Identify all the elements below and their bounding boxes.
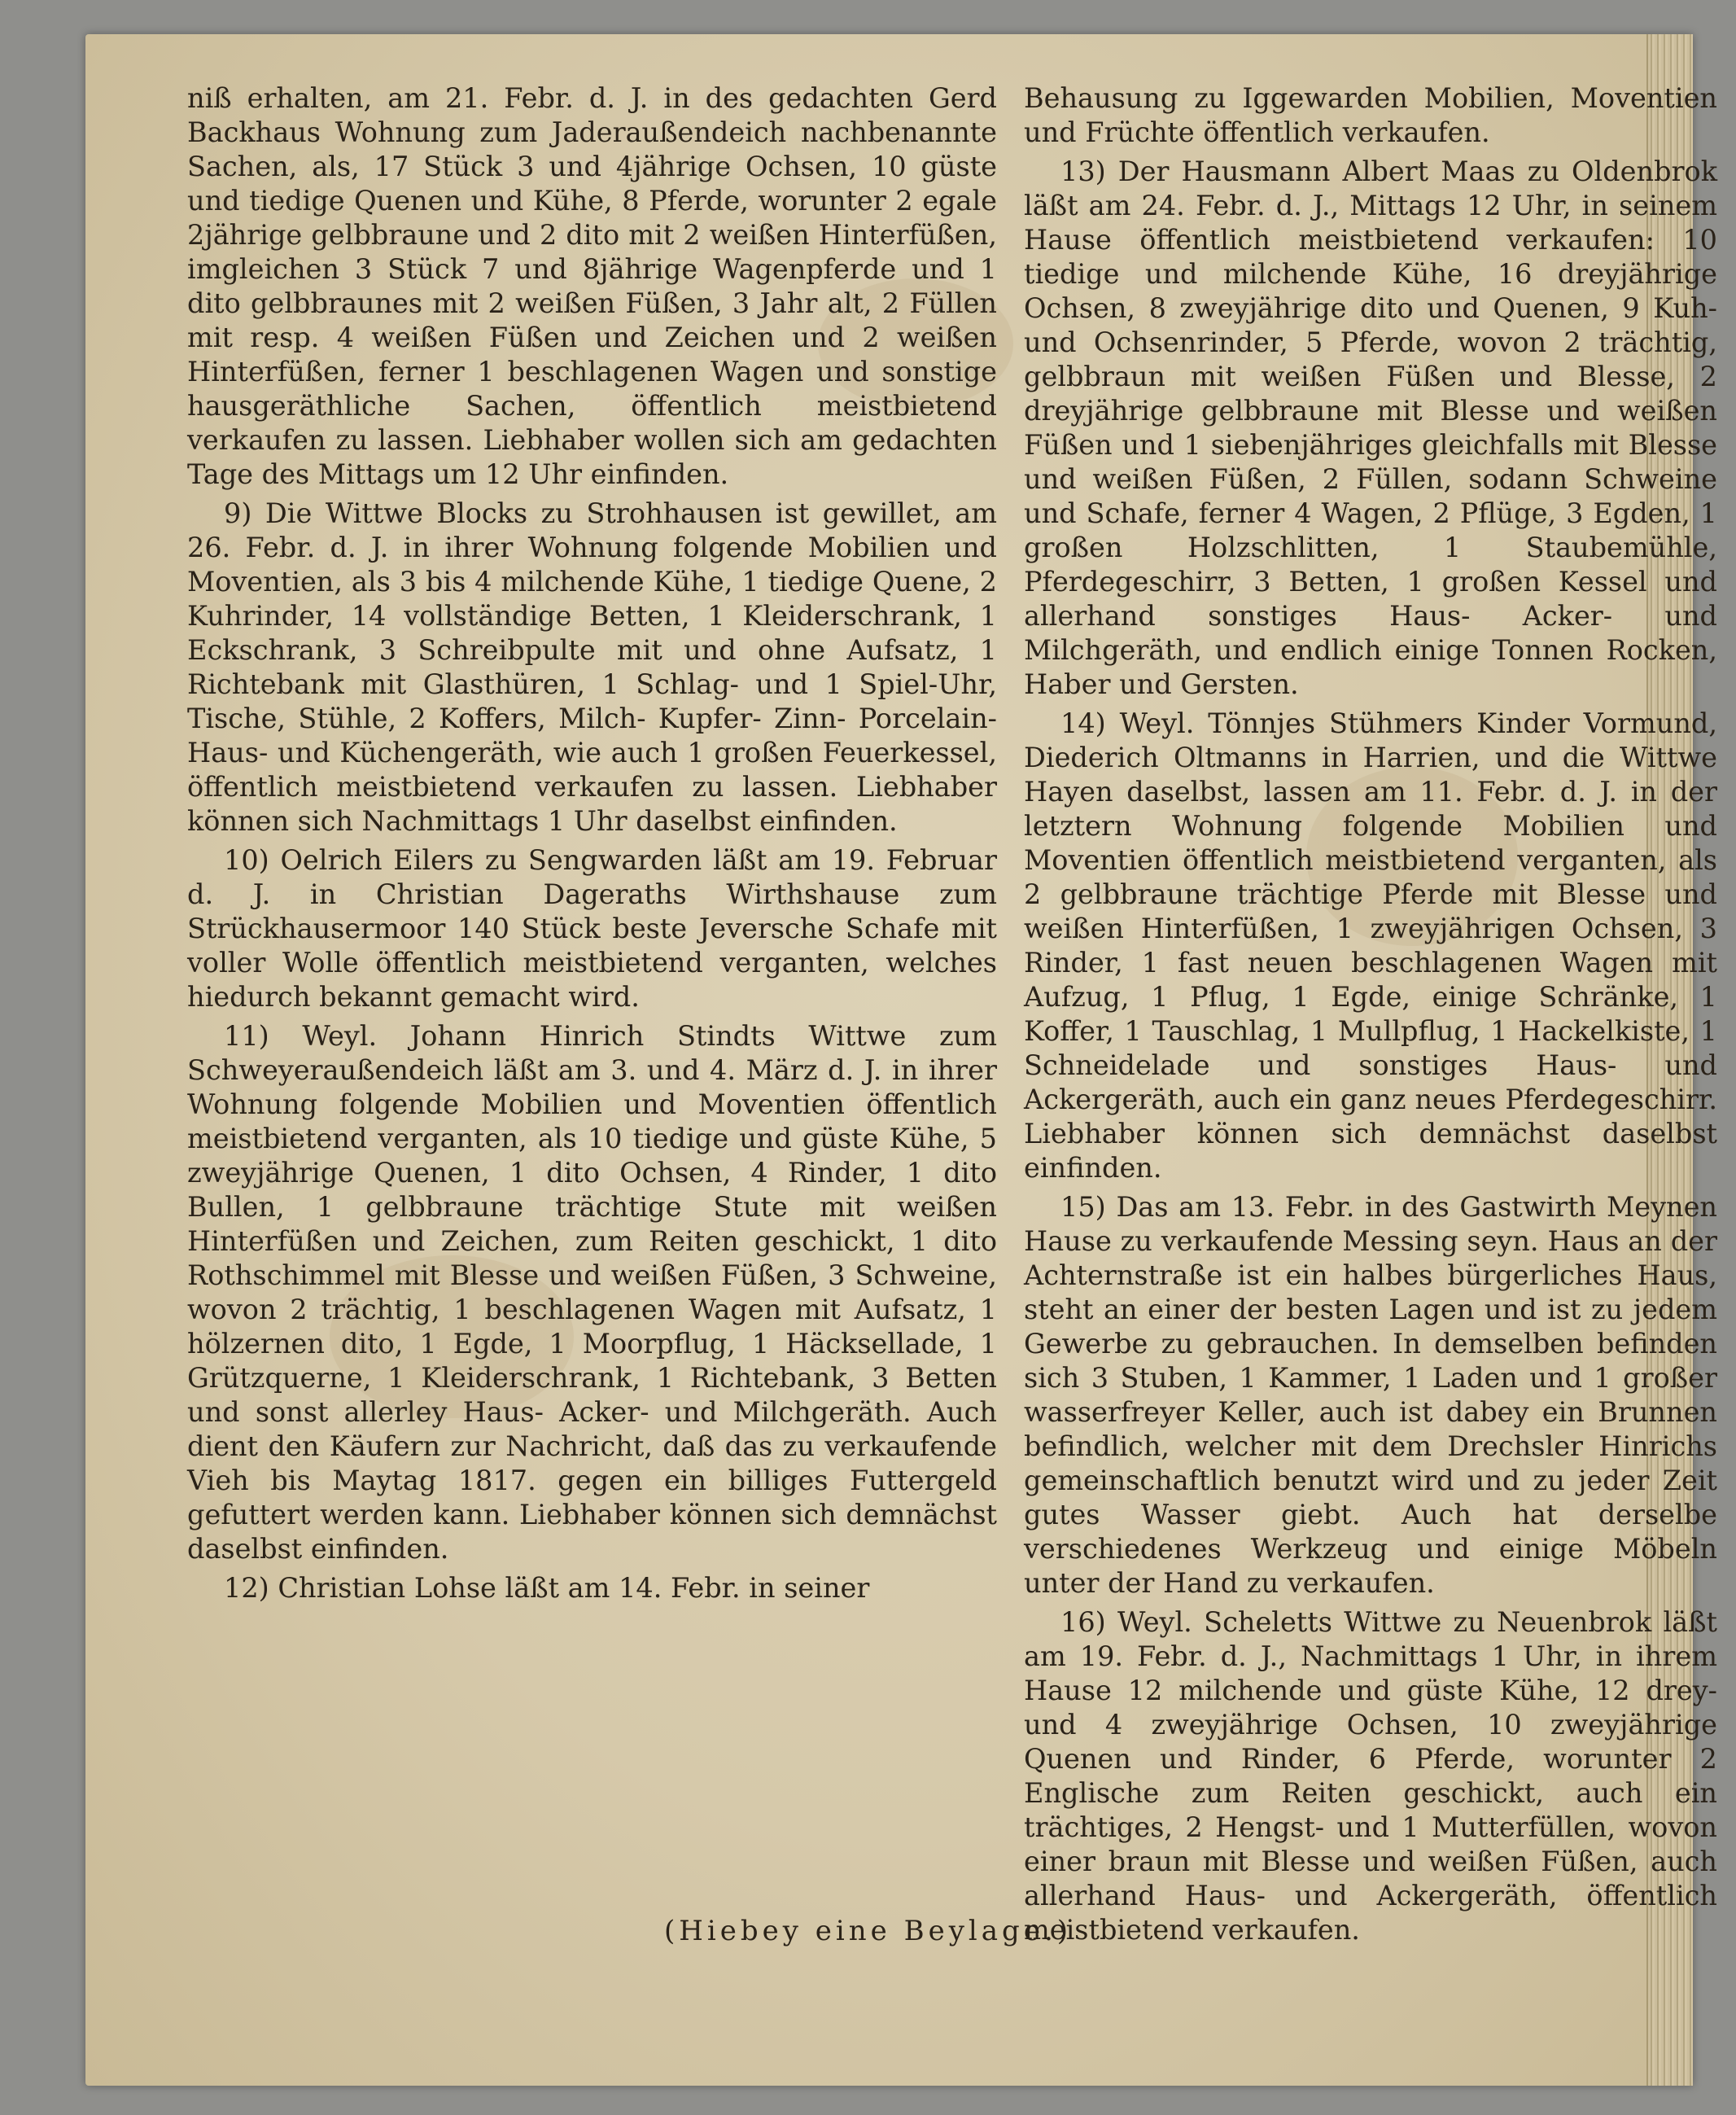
announcement-14: 14) Weyl. Tönnjes Stühmers Kinder Vormund, Diederich Oltmanns in Harrien, und die Wittwe Hayen daselbst, lassen am 11. Febr. d. J. in der letztern Wohnung folgende Mobilien und Moventien öffentlich meistbietend verganten, als 2 gelbbraune trächtige Pferde mit Blesse und weißen Hinterfüßen, 1 zweyjährigen Ochsen, 3 Rinder, 1 fast neuen beschlagenen Wagen mit Aufzug, 1 Pflug, 1 Egde, einige Schränke, 1 Koffer, 1 Tauschlag, 1 Mullpflug, 1 Hackelkiste, 1 Schneidelade und sonstiges Haus- und Ackergeräth, auch ein ganz neues Pferdegeschirr. Liebhaber können sich demnächst daselbst einfinden. [1024,707,1717,1184]
announcement-12-continued: Behausung zu Iggewarden Mobilien, Moventien und Früchte öffentlich verkaufen. [1024,82,1717,148]
right-column [1024,81,1717,1952]
supplement-note: (Hiebey eine Beylage.) [663,1915,1073,1947]
announcement-15: 15) Das am 13. Febr. in des Gastwirth Meynen Hause zu verkaufende Messing seyn. Haus an der Achternstraße ist ein halbes bürgerliches Haus, steht an einer der besten Lagen und ist zu jedem Gewerbe zu gebrauchen. In demselben befinden sich 3 Stuben, 1 Kammer, 1 Laden und 1 großer wasserfreyer Keller, auch ist dabey ein Brunnen befindlich, welcher mit dem Drechsler Hinrichs gemeinschaftlich benutzt wird und zu jeder Zeit gutes Wasser giebt. Auch hat derselbe verschiedenes Werkzeug und einige Möbeln unter der Hand zu verkaufen. [1024,1191,1717,1599]
announcement-16: 16) Weyl. Scheletts Wittwe zu Neuenbrok läßt am 19. Febr. d. J., Nachmittags 1 Uhr, in ihrem Hause 12 milchende und güste Kühe, 12 drey- und 4 zweyjährige Ochsen, 10 zweyjährige Quenen und Rinder, 6 Pferde, worunter 2 Englische zum Reiten geschickt, auch ein trächtiges, 2 Hengst- und 1 Mutterfüllen, wovon einer braun mit Blesse und weißen Füßen, auch allerhand Haus- und Ackergeräth, öffentlich meistbietend verkaufen. [1024,1606,1717,1946]
left-column [187,81,997,1610]
announcement-13: 13) Der Hausmann Albert Maas zu Oldenbrok läßt am 24. Febr. d. J., Mittags 12 Uhr, in seinem Hause öffentlich meistbietend verkaufen: 10 tiedige und milchende Kühe, 16 dreyjährige Ochsen, 8 zweyjährige dito und Quenen, 9 Kuh- und Ochsenrinder, 5 Pferde, wovon 2 trächtig, gelbbraun mit weißen Füßen und Blesse, 2 dreyjährige gelbbraune mit Blesse und weißen Füßen und 1 siebenjähriges gleichfalls mit Blesse und weißen Füßen, 2 Füllen, sodann Schweine und Schafe, ferner 4 Wagen, 2 Pflüge, 3 Egden, 1 großen Holzschlitten, 1 Staubemühle, Pferdegeschirr, 3 Betten, 1 großen Kessel und allerhand sonstiges Haus- Acker- und Milchgeräth, und endlich einige Tonnen Rocken, Haber und Gersten. [1024,155,1717,700]
announcement-12-start: 12) Christian Lohse läßt am 14. Febr. in seiner [224,1572,870,1604]
announcement-10: 10) Oelrich Eilers zu Sengwarden läßt am 19. Februar d. J. in Christian Dageraths Wirthshause zum Strückhausermoor 140 Stück beste Jeversche Schafe mit voller Wolle öffentlich meistbietend verganten, welches hiedurch bekannt gemacht wird. [187,844,997,1013]
announcement-8-continued: niß erhalten, am 21. Febr. d. J. in des gedachten Gerd Backhaus Wohnung zum Jaderaußendeich nachbenannte Sachen, als, 17 Stück 3 und 4jährige Ochsen, 10 güste und tiedige Quenen und Kühe, 8 Pferde, worunter 2 egale 2jährige gelbbraune und 2 dito mit 2 weißen Hinterfüßen, imgleichen 3 Stück 7 und 8jährige Wagenpferde und 1 dito gelbbraunes mit 2 weißen Füßen, 3 Jahr alt, 2 Füllen mit resp. 4 weißen Füßen und Zeichen und 2 weißen Hinterfüßen, ferner 1 beschlagenen Wagen und sonstige hausgeräthliche Sachen, öffentlich meistbietend verkaufen zu lassen. Liebhaber wollen sich am gedachten Tage des Mittags um 12 Uhr einfinden. [187,82,997,490]
announcement-11: 11) Weyl. Johann Hinrich Stindts Wittwe zum Schweyeraußendeich läßt am 3. und 4. März d. J. in ihrer Wohnung folgende Mobilien und Moventien öffentlich meistbietend verganten, als 10 tiedige und güste Kühe, 5 zweyjährige Quenen, 1 dito Ochsen, 4 Rinder, 1 dito Bullen, 1 gelbbraune trächtige Stute mit weißen Hinterfüßen und Zeichen, zum Reiten geschickt, 1 dito Rothschimmel mit Blesse und weißen Füßen, 3 Schweine, wovon 2 trächtig, 1 beschlagenen Wagen mit Aufsatz, 1 hölzernen dito, 1 Egde, 1 Moorpflug, 1 Häcksellade, 1 Grützquerne, 1 Kleiderschrank, 1 Richtebank, 3 Betten und sonst allerley Haus- Acker- und Milchgeräth. Auch dient den Käufern zur Nachricht, daß das zu verkaufende Vieh bis Maytag 1817. gegen ein billiges Futtergeld gefuttert werden kann. Liebhaber können sich demnächst daselbst einfinden. [187,1020,997,1565]
announcement-9: 9) Die Wittwe Blocks zu Strohhausen ist gewillet, am 26. Febr. d. J. in ihrer Wohnung folgende Mobilien und Moventien, als 3 bis 4 milchende Kühe, 1 tiedige Quene, 2 Kuhrinder, 14 vollständige Betten, 1 Kleiderschrank, 1 Eckschrank, 3 Schreibpulte mit und ohne Aufsatz, 1 Richtebank mit Glasthüren, 1 Schlag- und 1 Spiel-Uhr, Tische, Stühle, 2 Koffers, Milch- Kupfer- Zinn- Porcelain- Haus- und Küchengeräth, wie auch 1 großen Feuerkessel, öffentlich meistbietend verkaufen zu lassen. Liebhaber können sich Nachmittags 1 Uhr daselbst einfinden. [187,497,997,837]
